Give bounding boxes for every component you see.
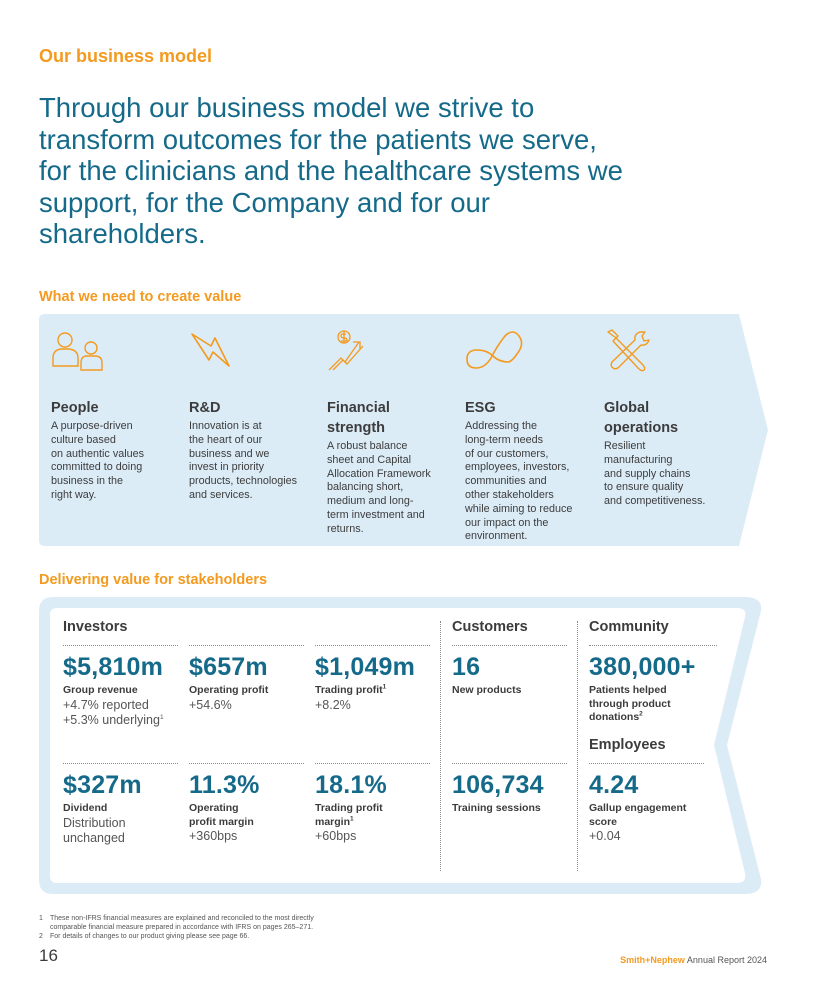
tools-icon xyxy=(604,328,664,374)
kpi-gallup-score xyxy=(589,770,686,845)
note-text: +5.3% underlying xyxy=(63,713,160,727)
desc-line: Addressing the xyxy=(465,420,538,432)
footnote-text xyxy=(50,914,314,932)
desc-line: invest in priority xyxy=(189,461,265,474)
kpi-label xyxy=(189,802,260,829)
desc-line: and services. xyxy=(189,488,253,501)
desc-line: while aiming to reduce xyxy=(465,502,573,515)
lightning-icon xyxy=(189,328,249,374)
desc-line: Resilient xyxy=(604,440,646,452)
footnote-text: For details of changes to our product giving please see page 66. xyxy=(50,933,250,941)
footnotes xyxy=(39,914,314,942)
customers-header: Customers xyxy=(452,619,528,635)
title-line: operations xyxy=(604,420,679,436)
footnote-line: These non-IFRS financial measures are explained and reconciled to the most directly xyxy=(50,915,314,922)
title-line: strength xyxy=(327,420,385,436)
label-line: profit margin xyxy=(189,815,254,828)
headline-line: for the clinicians and the healthcare systems we xyxy=(39,155,623,186)
report-title: Annual Report 2024 xyxy=(684,955,767,965)
label-line: Gallup engagement xyxy=(589,802,687,814)
kpi-note: +8.2% xyxy=(315,697,351,712)
kpi-trading-profit xyxy=(315,652,415,713)
separator xyxy=(589,763,704,764)
pillar-title xyxy=(327,398,459,438)
desc-line: term investment and xyxy=(327,508,425,521)
pillar-people xyxy=(51,328,183,503)
desc-line: to ensure quality xyxy=(604,481,684,494)
kpi-note: +60bps xyxy=(315,829,357,843)
kpi-label: Dividend xyxy=(63,802,108,814)
kpi-operating-profit xyxy=(189,652,268,713)
pillar-esg xyxy=(465,328,597,544)
desc-line: right way. xyxy=(51,488,97,501)
page-headline xyxy=(39,92,699,250)
kpi-value: 380,000+ xyxy=(589,653,696,681)
kpi-value: 106,734 xyxy=(452,771,544,799)
label-line: score xyxy=(589,815,618,828)
separator xyxy=(589,645,717,646)
footnote-number: 2 xyxy=(39,933,43,941)
kpi-note xyxy=(63,713,164,729)
value-section-heading: What we need to create value xyxy=(39,289,242,305)
footnote xyxy=(39,932,314,941)
report-footer xyxy=(620,955,767,965)
desc-line: sheet and Capital xyxy=(327,453,412,466)
kpi-label: Operating profit xyxy=(189,684,269,696)
pillar-title: People xyxy=(51,400,99,416)
desc-line: environment. xyxy=(465,530,528,543)
kpi-value: $327m xyxy=(63,771,142,799)
pillar-description xyxy=(189,420,321,503)
desc-line: and supply chains xyxy=(604,467,691,480)
pillar-description xyxy=(604,440,736,509)
kpi-operating-margin xyxy=(189,770,260,845)
kpi-value: $5,810m xyxy=(63,653,164,681)
kpi-new-products xyxy=(452,652,521,698)
desc-line: A robust balance xyxy=(327,440,408,452)
pillar-description xyxy=(51,420,183,503)
kpi-note: +4.7% reported xyxy=(63,697,149,712)
kpi-label xyxy=(315,802,387,829)
separator xyxy=(452,645,567,646)
desc-line: committed to doing xyxy=(51,461,143,474)
label-text: Trading profit xyxy=(315,684,383,696)
kpi-value: $1,049m xyxy=(315,653,416,681)
label-line: Operating xyxy=(189,802,239,814)
kpi-value: 18.1% xyxy=(315,771,387,799)
footnote xyxy=(39,914,314,932)
title-line: Global xyxy=(604,400,650,416)
kpi-label: Group revenue xyxy=(63,684,138,696)
kpi-value: 11.3% xyxy=(189,771,260,799)
label-line: through product xyxy=(589,697,671,710)
label-line: donations xyxy=(589,711,640,723)
desc-line: Innovation is at xyxy=(189,420,262,432)
footnote-line: comparable financial measure prepared in accordance with IFRS on pages 265–271. xyxy=(50,924,314,932)
desc-line: products, technologies xyxy=(189,475,298,488)
separator xyxy=(315,645,430,646)
footnote-ref: 1 xyxy=(382,683,387,691)
separator xyxy=(63,763,178,764)
desc-line: balancing short, xyxy=(327,481,404,494)
kpi-trading-margin xyxy=(315,770,387,845)
desc-line: of our customers, xyxy=(465,447,549,460)
desc-line: communities and xyxy=(465,475,547,488)
headline-line: Through our business model we strive to xyxy=(39,92,535,123)
headline-line: support, for the Company and for our xyxy=(39,186,490,218)
page-number: 16 xyxy=(39,946,58,965)
desc-line: long-term needs xyxy=(465,433,544,446)
desc-line: culture based xyxy=(51,433,116,446)
desc-line: business in the xyxy=(51,475,124,488)
kpi-label xyxy=(589,802,686,829)
footnote-number: 1 xyxy=(39,915,43,922)
kpi-value: $657m xyxy=(189,653,268,681)
desc-line: returns. xyxy=(327,522,364,535)
desc-line: employees, investors, xyxy=(465,461,570,474)
desc-line: business and we xyxy=(189,447,270,460)
desc-line: on authentic values xyxy=(51,447,145,460)
stakeholders-section-heading: Delivering value for stakeholders xyxy=(39,572,268,588)
title-line: Financial xyxy=(327,400,390,416)
community-header: Community xyxy=(589,619,669,635)
pillar-description xyxy=(465,420,597,544)
kpi-group-revenue xyxy=(63,652,164,729)
pillar-title: ESG xyxy=(465,400,496,416)
page-section-title: Our business model xyxy=(39,46,213,66)
kpi-note: unchanged xyxy=(63,831,125,845)
separator xyxy=(315,763,430,764)
kpi-dividend xyxy=(63,770,142,847)
label-line: Trading profit xyxy=(315,802,383,814)
separator xyxy=(63,645,178,646)
investors-header: Investors xyxy=(63,619,128,635)
pillar-title: R&D xyxy=(189,400,221,416)
column-divider xyxy=(577,621,578,871)
label-line: margin xyxy=(315,815,351,828)
desc-line: and competitiveness. xyxy=(604,495,706,508)
kpi-note: +0.04 xyxy=(589,829,621,843)
people-icon xyxy=(51,328,111,374)
value-arrow-band xyxy=(39,314,768,546)
desc-line: manufacturing xyxy=(604,453,673,466)
kpi-note: Distribution xyxy=(63,815,126,830)
kpi-patients-helped xyxy=(589,652,696,725)
footnote-ref: 2 xyxy=(639,710,643,718)
kpi-value: 16 xyxy=(452,653,481,681)
dollar-growth-icon xyxy=(327,328,387,374)
separator xyxy=(452,763,567,764)
desc-line: other stakeholders xyxy=(465,488,554,501)
label-line: Patients helped xyxy=(589,684,667,696)
infinity-loop-icon xyxy=(465,328,525,374)
desc-line: A purpose-driven xyxy=(51,420,133,432)
pillar-rd xyxy=(189,328,321,503)
pillar-description xyxy=(327,440,459,537)
column-divider xyxy=(440,621,441,871)
separator xyxy=(189,645,304,646)
employees-header: Employees xyxy=(589,737,666,753)
kpi-note: +54.6% xyxy=(189,697,232,712)
headline-line: transform outcomes for the patients we serve, xyxy=(39,123,597,155)
desc-line: the heart of our xyxy=(189,433,263,446)
kpi-training-sessions xyxy=(452,770,544,816)
kpi-label: New products xyxy=(452,684,522,696)
brand-name: Smith+Nephew xyxy=(620,955,685,965)
kpi-label: Training sessions xyxy=(452,802,541,814)
pillar-global-operations xyxy=(604,328,736,509)
stakeholders-panel xyxy=(39,597,765,894)
desc-line: medium and long- xyxy=(327,495,414,508)
pillar-financial-strength xyxy=(327,328,459,537)
footnote-ref: 1 xyxy=(350,815,354,822)
desc-line: Allocation Framework xyxy=(327,467,431,480)
headline-line: shareholders. xyxy=(39,218,206,249)
kpi-note: +360bps xyxy=(189,829,238,843)
separator xyxy=(189,763,304,764)
footnote-ref: 1 xyxy=(159,713,164,721)
desc-line: our impact on the xyxy=(465,516,549,529)
kpi-label xyxy=(315,684,415,698)
pillar-title xyxy=(604,398,736,438)
kpi-value: 4.24 xyxy=(589,771,639,799)
kpi-label xyxy=(589,684,696,725)
